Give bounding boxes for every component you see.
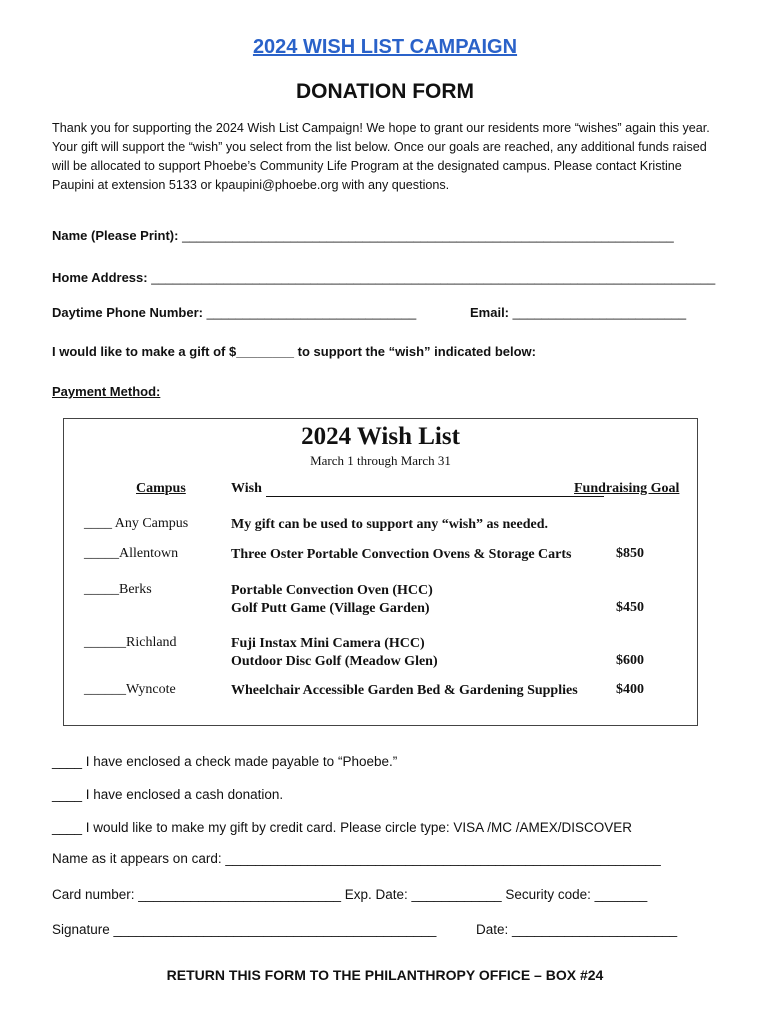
goal-wyncote: $400	[616, 682, 644, 697]
campus-richland[interactable]: ______Richland	[84, 635, 177, 650]
wish-list-title: 2024 Wish List	[301, 423, 460, 450]
goal-berks: $450	[616, 600, 644, 615]
name-on-card-field[interactable]: Name as it appears on card: __________________________________________________________	[52, 851, 661, 866]
wish-any: My gift can be used to support any “wish” as needed.	[231, 517, 548, 532]
wish-list-subtitle: March 1 through March 31	[310, 453, 451, 468]
payment-method-label: Payment Method:	[52, 384, 161, 399]
name-label: Name (Please Print):	[52, 228, 179, 243]
name-field[interactable]	[52, 228, 674, 243]
wish-wyncote: Wheelchair Accessible Garden Bed & Gardening Supplies	[231, 683, 578, 698]
credit-card-option[interactable]: ____ I would like to make my gift by credit card. Please circle type: VISA /MC /AMEX/DISCOVER	[52, 820, 632, 835]
date-field[interactable]: Date: ______________________	[476, 922, 678, 937]
wish-list-box	[63, 418, 698, 726]
gift-amount-line[interactable]: I would like to make a gift of $________ to support the “wish” indicated below:	[52, 344, 536, 359]
wish-allentown: Three Oster Portable Convection Ovens & Storage Carts	[231, 547, 572, 562]
wish-richland-2: Outdoor Disc Golf (Meadow Glen)	[231, 654, 438, 669]
intro-paragraph: Thank you for supporting the 2024 Wish List Campaign! We hope to grant our residents more “wishes” again this year. Your gift will support the “wish” you select from the list below. Once our goals are reached, any additional funds raised will be allocated to support Phoebe’s Community Life Program at the designated campus. Please contact Kristine Paupini at extension 5133 or kpaupini@phoebe.org with any questions.	[52, 121, 710, 192]
wish-richland-1: Fuji Instax Mini Camera (HCC)	[231, 636, 425, 651]
address-label: Home Address:	[52, 270, 148, 285]
goal-allentown: $850	[616, 546, 644, 561]
campaign-title: 2024 WISH LIST CAMPAIGN	[252, 36, 518, 58]
name-blank[interactable]: ____________________________________________________________________	[182, 228, 674, 243]
email-label: Email:	[470, 305, 510, 320]
goal-richland: $600	[616, 653, 644, 668]
cash-option[interactable]: ____ I have enclosed a cash donation.	[52, 787, 284, 802]
email-field[interactable]	[470, 305, 686, 320]
phone-blank[interactable]: _____________________________	[206, 305, 417, 320]
campus-wyncote[interactable]: ______Wyncote	[84, 682, 176, 697]
address-field[interactable]	[52, 270, 715, 285]
header-underline	[266, 496, 604, 497]
phone-field[interactable]	[52, 305, 416, 320]
signature-field[interactable]: Signature ___________________________________________	[52, 922, 437, 937]
wish-berks-1: Portable Convection Oven (HCC)	[231, 583, 433, 598]
column-header-campus: Campus	[136, 481, 186, 496]
return-instructions: RETURN THIS FORM TO THE PHILANTHROPY OFFICE – BOX #24	[166, 967, 604, 983]
check-option[interactable]: ____ I have enclosed a check made payable to “Phoebe.”	[52, 754, 398, 769]
form-title: DONATION FORM	[295, 80, 475, 103]
column-header-goal: Fundraising Goal	[574, 481, 680, 496]
campus-any[interactable]: ____ Any Campus	[84, 516, 189, 531]
campus-berks[interactable]: _____Berks	[84, 582, 152, 597]
campus-allentown[interactable]: _____Allentown	[84, 546, 179, 561]
wish-berks-2: Golf Putt Game (Village Garden)	[231, 601, 430, 616]
email-blank[interactable]: ________________________	[512, 305, 687, 320]
column-header-wish: Wish	[231, 481, 262, 496]
phone-label: Daytime Phone Number:	[52, 305, 203, 320]
address-blank[interactable]: ______________________________________________________________________________	[151, 270, 716, 285]
card-details-line[interactable]: Card number: ___________________________ Exp. Date: ____________ Security code: _______	[52, 887, 648, 902]
